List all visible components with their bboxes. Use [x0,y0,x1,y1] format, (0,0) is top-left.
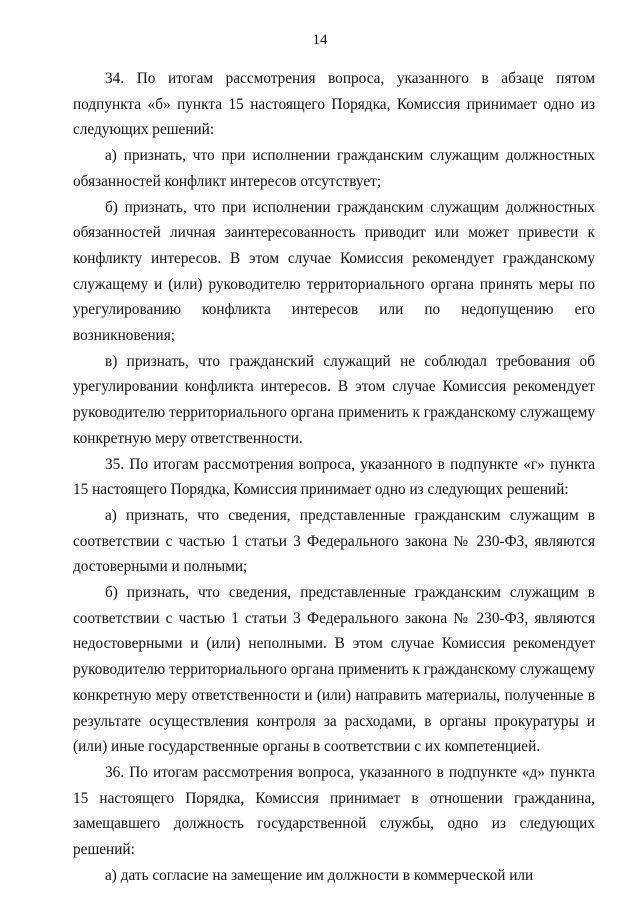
paragraph-35: 35. По итогам рассмотрения вопроса, указанного в подпункте «г» пункта 15 настоящего Порядка, Комиссия принимает одно из следующих решений: [73,455,595,499]
paragraph-36-a: а) дать согласие на замещение им должности в коммерческой или [105,866,534,884]
page-number: 14 [312,32,328,48]
document-body [73,66,595,889]
paragraph-36: 36. По итогам рассмотрения вопроса, указанного в подпункте «д» пункта 15 настоящего Порядка, Комиссия принимает в отношении гражданина, замещавшего должность государственной службы, одно из следующих решений: [73,763,595,859]
paragraph-35-a: а) признать, что сведения, представленные гражданским служащим в соответствии с частью 1 статьи 3 Федерального закона № 230-ФЗ, являются достоверными и полными; [73,506,595,576]
paragraph-34-b: б) признать, что при исполнении гражданским служащим должностных обязанностей личная заинтересованность приводит или может привести к конфликту интересов. В этом случае Комиссия рекомендует гражданскому служащему и (или) руководителю территориального органа принять меры по урегулированию конфликта интересов или по недопущению его возникновения; [73,198,595,345]
paragraph-34-v: в) признать, что гражданский служащий не соблюдал требования об урегулировании конфликта интересов. В этом случае Комиссия рекомендует руководителю территориального органа применить к гражданскому служащему конкретную меру ответственности. [73,352,595,447]
paragraph-34-a: а) признать, что при исполнении гражданским служащим должностных обязанностей конфликт интересов отсутствует; [73,147,595,190]
paragraph-34: 34. По итогам рассмотрения вопроса, указанного в абзаце пятом подпункта «б» пункта 15 настоящего Порядка, Комиссия принимает одно из следующих решений: [73,70,595,139]
paragraph-35-b: б) признать, что сведения, представленные гражданским служащим в соответствии с частью 1 статьи 3 Федерального закона № 230-ФЗ, являются недостоверными и (или) неполными. В этом случае Комиссия рекомендует руководителю территориального органа применить к гражданскому служащему конкретную меру ответственности и (или) направить материалы, полученные в результате осуществления контроля за расходами, в органы прокуратуры и (или) иные государственные органы в соответствии с их компетенцией. [73,584,595,756]
